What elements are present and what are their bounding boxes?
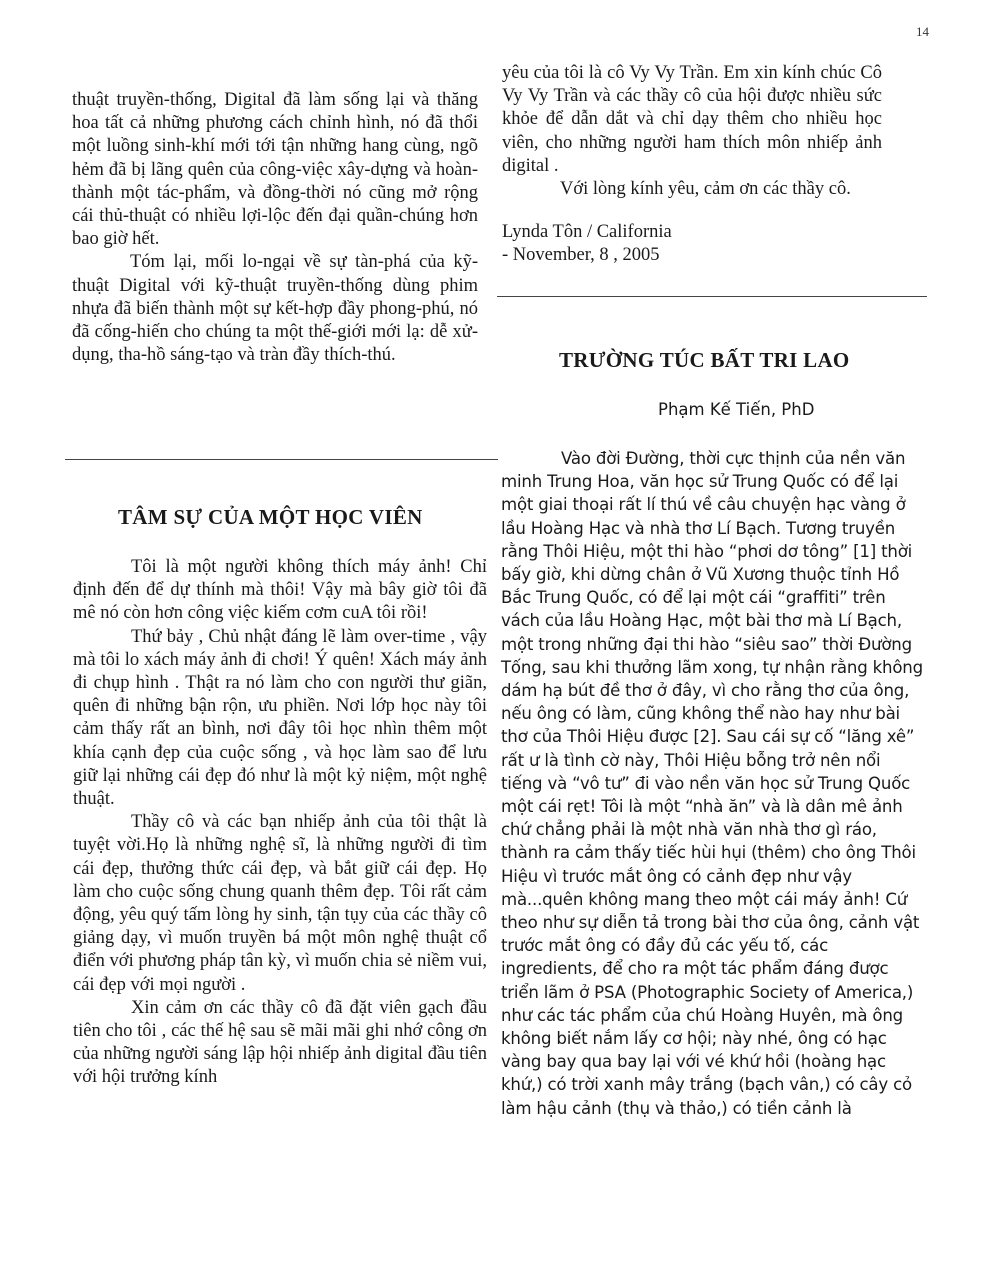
section-divider xyxy=(65,459,498,460)
article-date: - November, 8 , 2005 xyxy=(502,245,660,266)
second-article-body xyxy=(501,447,925,1120)
continuation-paragraph: thuật truyền-thống, Digital đã làm sống lại và thăng hoa tất cả những phương cách chỉnh hình, nó đã thổi một luồng sinh-khí mới tới tận những hang cùng, ngõ hẻm đã bị lãng quên của công-việc xây-dựng và hoàn-thành một tác-phẩm, và đồng-thời nó cũng mở rộng cái thủ-thuật có nhiều lợi-lộc đến đại quần-chúng hơn bao giờ hết. xyxy=(72,90,478,250)
student-article-body xyxy=(73,556,487,1090)
student-paragraph: Với lòng kính yêu, cảm ơn các thầy cô. xyxy=(560,179,851,200)
section-divider xyxy=(497,296,927,297)
continuation-paragraph: Tóm lại, mối lo-ngại về sự tàn-phá của kỹ-thuật Digital với kỹ-thuật truyền-thống dùng phim nhựa đã biến thành một sự kết-hợp đầy phong-phú, nó đã cống-hiến cho chúng ta một thế-giới mới lạ: dễ xử-dụng, tha-hồ sáng-tạo và tràn đầy thích-thú. xyxy=(72,252,478,366)
previous-article-continuation xyxy=(72,89,478,367)
author-signature: Lynda Tôn / California xyxy=(502,222,672,243)
student-article-continuation xyxy=(502,62,882,268)
second-article-author: Phạm Kế Tiến, PhD xyxy=(658,400,815,419)
student-paragraph: Tôi là một người không thích máy ảnh! Chỉ định đến để dự thính mà thôi! Vậy mà bây giờ tôi đã mê nó còn hơn công việc kiếm cơm cuA tôi rồi! xyxy=(73,557,487,624)
student-paragraph: Thứ bảy , Chủ nhật đáng lẽ làm over-time , vậy mà tôi lo xách máy ảnh đi chơi! Ý quên! Xách máy ảnh đi chụp hình . Thật ra nó làm cho con người thư giãn, quên đi những bận rộn, ưu phiền. Nơi lớp học này tôi cảm thấy rất an bình, nơi đây tôi học nhìn thêm một khía cạnh đẹp của cuộc sống , và học làm sao để lưu giữ lại những cái đẹp đó như là một kỷ niệm, một nghệ thuật. xyxy=(73,626,487,810)
second-article-paragraph: Vào đời Đường, thời cực thịnh của nền văn minh Trung Hoa, văn học sử Trung Quốc có để lại một giai thoại rất lí thú về câu chuyện hạc vàng ở lầu Hoàng Hạc và nhà thơ Lí Bạch. Tương truyền rằng Thôi Hiệu, một thi hào “phơi dơ tông” [1] thời bấy giờ, khi dừng chân ở Vũ Xương thuộc tỉnh Hồ Bắc Trung Quốc, có để lại một cái “graffiti” trên vách của lầu Hoàng Hạc, một bài thơ mà Lí Bạch, một trong những đại thi hào “siêu sao” thời Đường Tống, sau khi thưởng lãm xong, tự nhận rằng không dám hạ bút đề thơ ở đây, vì cho rằng thơ của ông, nếu ông có làm, cũng không thể nào hay như bài thơ của Thôi Hiệu được [2]. Sau cái sự cố “lăng xê” rất ư là tình cờ này, Thôi Hiệu bỗng trở nên nổi tiếng và “vô tư” đi vào nền văn học sử Trung Quốc một cái rẹt! Tôi là một “nhà ăn” và là dân mê ảnh chứ chẳng phải là một nhà văn nhà thơ gì ráo, thành ra cảm thấy tiếc hùi hụi (thêm) cho ông Thôi Hiệu vì trước mắt ông có cảnh đẹp như vậy mà...quên không mang theo một cái máy ảnh! Cứ theo như sự diễn tả trong bài thơ của ông, cảnh vật trước mắt ông có đầy đủ các yếu tố, các ingredients, để cho ra một tác phẩm đáng được triển lãm ở PSA (Photographic Society of America,) như các tác phẩm của chú Hoàng Huyên, mà ông không biết nắm lấy cơ hội; này nhé, ông có hạc vàng bay qua bay lại với vé khứ hồi (hoàng hạc khứ,) có trời xanh mây trắng (bạch vân,) có cây cỏ làm hậu cảnh (thụ và thảo,) có tiền cảnh là xyxy=(501,449,923,1118)
page-number: 14 xyxy=(916,24,929,39)
student-paragraph: Thầy cô và các bạn nhiếp ảnh của tôi thật là tuyệt vời.Họ là những nghệ sĩ, là những người đi tìm cái đẹp, thưởng thức cái đẹp, và bắt giữ cái đẹp. Họ làm cho cuộc sống chung quanh thêm đẹp. Tôi rất cảm động, yêu quý tấm lòng hy sinh, tận tụy của các thầy cô giảng dạy, vì muốn truyền bá một môn nghệ thuật cổ điển với phương pháp tân kỳ, vì muốn chia sẻ niềm vui, cái đẹp với mọi người . xyxy=(73,812,487,995)
student-paragraph: yêu của tôi là cô Vy Vy Trần. Em xin kính chúc Cô Vy Vy Trần và các thầy cô của hội được nhiều sức khỏe để dẫn dắt và chỉ dạy thêm cho nhiều học viên, cho những người ham thích môn nhiếp ảnh digital . xyxy=(502,63,882,176)
second-article-title: TRƯỜNG TÚC BẤT TRI LAO xyxy=(559,348,850,372)
student-article-title: TÂM SỰ CỦA MỘT HỌC VIÊN xyxy=(118,505,423,529)
student-paragraph: Xin cảm ơn các thầy cô đã đặt viên gạch đầu tiên cho tôi , các thế hệ sau sẽ mãi mãi ghi nhớ công ơn của những người sáng lập hội nhiếp ảnh digital đầu tiên với hội trưởng kính xyxy=(73,997,487,1088)
